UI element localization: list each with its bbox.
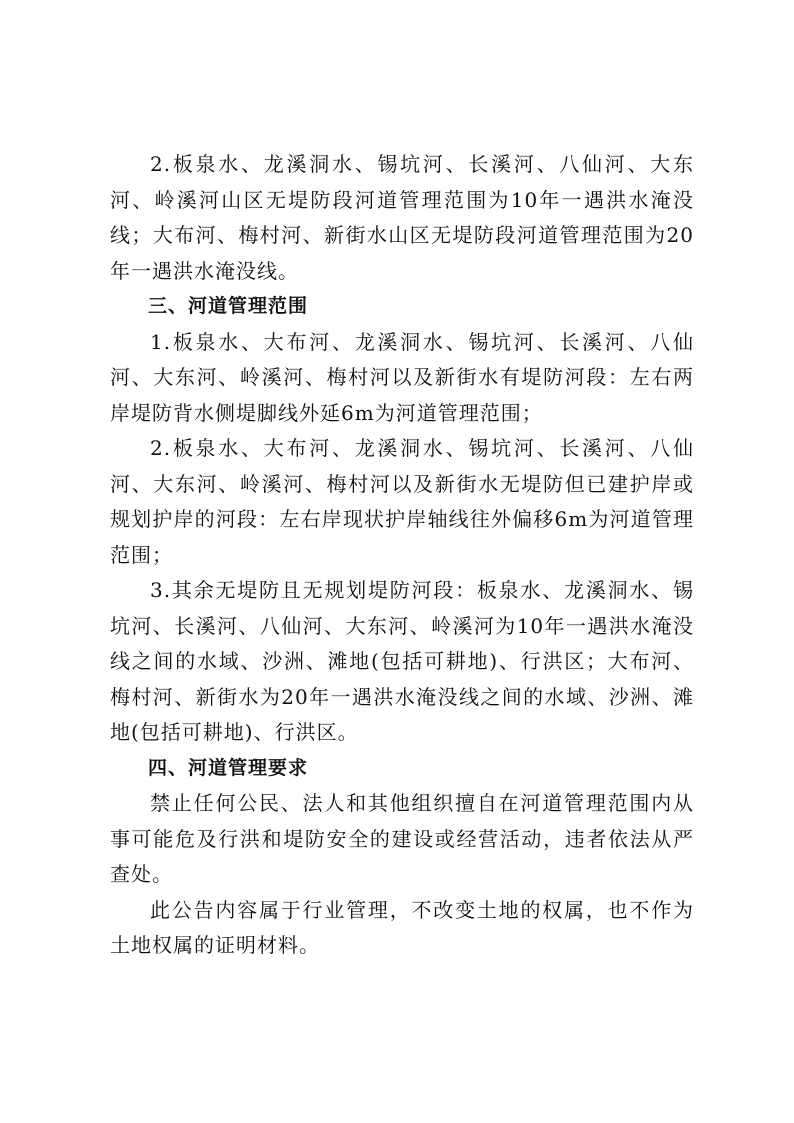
paragraph-scope-item-1: 1.板泉水、大布河、龙溪洞水、锡坑河、长溪河、八仙河、大东河、岭溪河、梅村河以及新街水有堤防河段：左右两岸堤防背水侧堤脚线外延6m为河道管理范围； (110, 329, 694, 425)
paragraph-prohibition: 禁止任何公民、法人和其他组织擅自在河道管理范围内从事可能危及行洪和堤防安全的建设或经营活动，违者依法从严查处。 (110, 791, 694, 886)
paragraph-disclaimer: 此公告内容属于行业管理，不改变土地的权属，也不作为土地权属的证明材料。 (110, 897, 694, 957)
section-heading-river-management-requirements: 四、河道管理要求 (148, 756, 309, 779)
paragraph-scope-item-3: 3.其余无堤防且无规划堤防河段：板泉水、龙溪洞水、锡坑河、长溪河、八仙河、大东河、岭溪河为10年一遇洪水淹没线之间的水域、沙洲、滩地(包括可耕地)、行洪区；大布河、梅村河、新街水为20年一遇洪水淹没线之间的水域、沙洲、滩地(包括可耕地)、行洪区。 (110, 578, 694, 744)
paragraph-scope-item-2: 2.板泉水、大布河、龙溪洞水、锡坑河、长溪河、八仙河、大东河、岭溪河、梅村河以及新街水无堤防但已建护岸或规划护岸的河段：左右岸现状护岸轴线往外偏移6m为河道管理范围； (110, 436, 694, 567)
paragraph-flood-line-mountain-sections: 2.板泉水、龙溪洞水、锡坑河、长溪河、八仙河、大东河、岭溪河山区无堤防段河道管理范围为10年一遇洪水淹没线；大布河、梅村河、新街水山区无堤防段河道管理范围为20年一遇洪水淹没线。 (110, 152, 694, 283)
section-heading-river-management-scope: 三、河道管理范围 (148, 295, 309, 317)
document-body (110, 147, 694, 964)
